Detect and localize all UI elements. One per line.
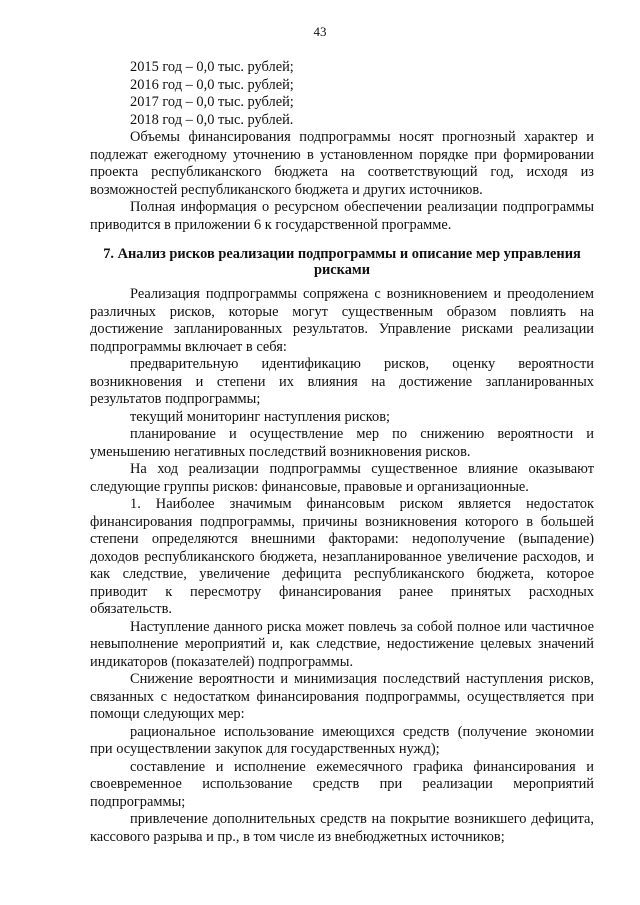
page-body bbox=[90, 59, 594, 846]
paragraph: Снижение вероятности и минимизация последствий наступления рисков, связанных с недостатком финансирования подпрограммы, осуществляется при помощи следующих мер: bbox=[90, 671, 594, 722]
funding-2017: 2017 год – 0,0 тыс. рублей; bbox=[130, 94, 294, 110]
section-heading: 7. Анализ рисков реализации подпрограммы и описание мер управления рисками bbox=[103, 246, 581, 278]
paragraph: составление и исполнение ежемесячного графика финансирования и своевременное использование средств при реализации мероприятий подпрограммы; bbox=[90, 758, 594, 810]
paragraph: Объемы финансирования подпрограммы носят прогнозный характер и подлежат ежегодному уточнению в установленном порядке при формировании проекта республиканского бюджета на соответствующий год, исходя из возможностей республиканского бюджета и других источников. bbox=[90, 129, 594, 198]
paragraph: предварительную идентификацию рисков, оценку вероятности возникновения и степени их влияния на достижение запланированных результатов подпрограммы; bbox=[90, 356, 594, 407]
paragraph: планирование и осуществление мер по снижению вероятности и уменьшению негативных последствий возникновения рисков. bbox=[90, 426, 594, 460]
paragraph: привлечение дополнительных средств на покрытие возникшего дефицита, кассового разрыва и пр., в том числе из внебюджетных источников; bbox=[90, 811, 594, 845]
paragraph: Наступление данного риска может повлечь за собой полное или частичное невыполнение мероприятий и, как следствие, недостижение целевых значений индикаторов (показателей) подпрограммы. bbox=[90, 618, 594, 670]
funding-2018: 2018 год – 0,0 тыс. рублей. bbox=[130, 111, 294, 128]
paragraph: На ход реализации подпрограммы существенное влияние оказывают следующие группы рисков: финансовые, правовые и организационные. bbox=[90, 461, 594, 495]
paragraph: Полная информация о ресурсном обеспечении реализации подпрограммы приводится в приложении 6 к государственной программе. bbox=[90, 199, 594, 233]
paragraph: рациональное использование имеющихся средств (получение экономии при осуществлении закупок для государственных нужд); bbox=[90, 723, 594, 757]
paragraph: 1. Наиболее значимым финансовым риском является недостаток финансирования подпрограммы, причины возникновения которого в большей степени определяются внешними факторами: недополучение (выпадение) доходов республиканского бюджета, незапланированное увеличение расходов, и как следствие, увеличение дефицита республиканского бюджета, которое приводит к пересмотру финансирования ранее принятых расходных обязательств. bbox=[90, 496, 594, 617]
paragraph: Реализация подпрограммы сопряжена с возникновением и преодолением различных рисков, которые могут существенным образом повлиять на достижение запланированных результатов. Управление рисками реализации подпрограммы включает в себя: bbox=[90, 286, 594, 355]
funding-2015: 2015 год – 0,0 тыс. рублей; bbox=[130, 59, 294, 75]
page-number: 43 bbox=[313, 24, 327, 39]
funding-2016: 2016 год – 0,0 тыс. рублей; bbox=[130, 76, 294, 93]
paragraph: текущий мониторинг наступления рисков; bbox=[130, 408, 391, 425]
